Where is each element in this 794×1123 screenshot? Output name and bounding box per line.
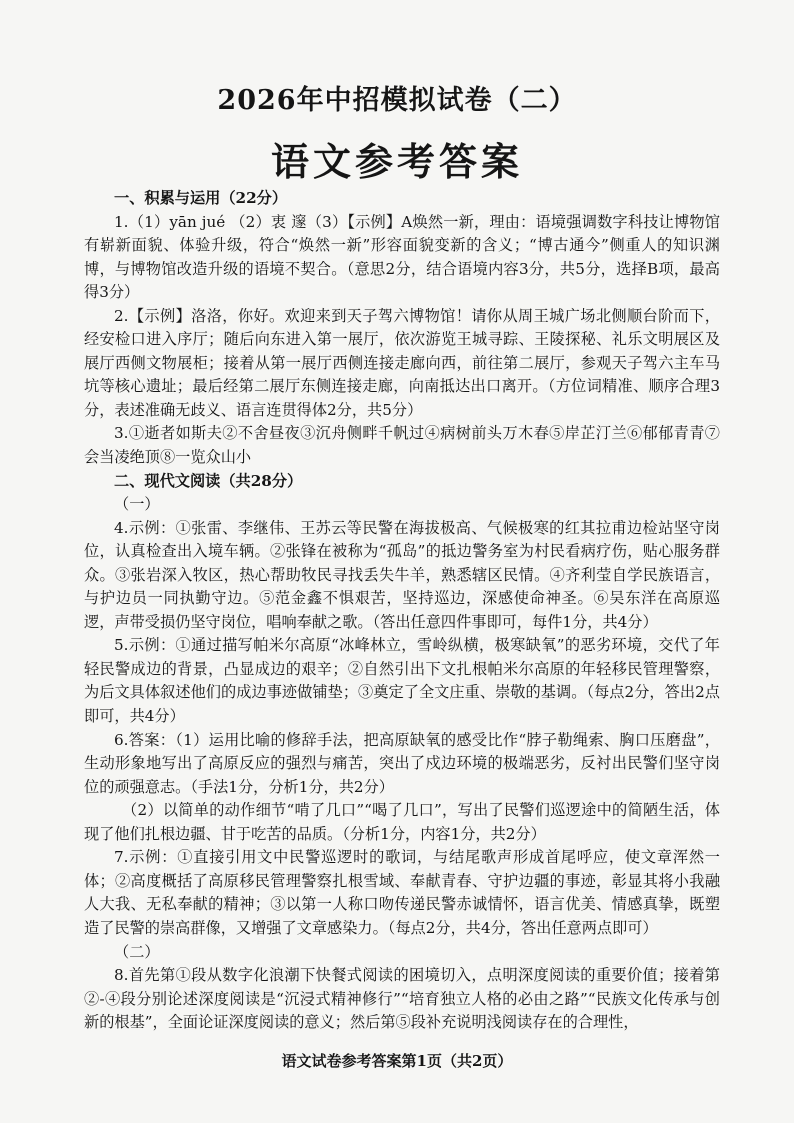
answer-item: 8.首先第①段从数字化浪潮下快餐式阅读的困境切入，点明深度阅读的重要价值；接着第②-④段分别论述深度阅读是“沉浸式精神修行”“培育独立人格的必由之路”“民族文化传承与创新的根基”，全面论证深度阅读的意义；然后第⑤段补充说明浅阅读存在的合理性， [84,966,720,1032]
answer-item: 1.（1）yān jué （2）衷 邃（3）【示例】A焕然一新，理由：语境强调数字科技让博物馆有崭新面貌、体验升级，符合“焕然一新”形容面貌变新的含义；“博古通今”侧重人的知识渊博，与博物馆改造升级的语境不契合。（意思2分，结合语境内容3分，共5分，选择B项，最高得3分） [84,212,720,302]
answer-item: 2.【示例】洛洛，你好。欢迎来到天子驾六博物馆！请你从周王城广场北侧顺台阶而下，经安检口进入序厅；随后向东进入第一展厅，依次游览王城寻踪、王陵探秘、礼乐文明展区及展厅西侧文物展柜；接着从第一展厅西侧连接走廊向西，前往第二展厅，参观天子驾六主车马坑等核心遗址；最后经第二展厅东侧连接走廊，向南抵达出口离开。（方位词精准、顺序合理3分，表述准确无歧义、语言连贯得体2分，共5分） [84,306,720,419]
answer-item: 3.①逝者如斯夫②不舍昼夜③沉舟侧畔千帆过④病树前头万木春⑤岸芷汀兰⑥郁郁青青⑦会当凌绝顶⑧一览众山小 [84,424,720,467]
section-heading: 二、现代文阅读（共28分） [114,471,303,490]
exam-title: 2026年中招模拟试卷（二） [217,85,577,116]
answer-item: 6.答案：（1）运用比喻的修辞手法，把高原缺氧的感受比作“脖子勒绳索、胸口压磨盘”，生动形象地写出了高原反应的强烈与痛苦，突出了戍边环境的极端恶劣，反衬出民警们坚守岗位的顽强意志。（手法1分，分析1分，共2分） [84,730,720,796]
answer-item: （2）以简单的动作细节“啃了几口”“喝了几口”，写出了民警们巡逻途中的简陋生活，体现了他们扎根边疆、甘于吃苦的品质。（分析1分，内容1分，共2分） [84,801,720,843]
subsection-heading: （一） [114,495,160,514]
answer-content [84,187,720,1035]
section-heading: 一、积累与运用（22分） [114,189,288,207]
answer-item: 7.示例：①直接引用文中民警巡逻时的歌词，与结尾歌声形成首尾呼应，使文章浑然一体；②高度概括了高原移民管理警察扎根雪域、奉献青春、守护边疆的事迹，彰显其将小我融人大我、无私奉献的精神；③以第一人称口吻传递民警赤诚情怀，语言优美、情感真挚，既塑造了民警的崇高群像，又增强了文章感染力。（每点2分，共4分，答出任意两点即可） [84,848,720,937]
answer-item: 4.示例：①张雷、李继伟、王苏云等民警在海拔极高、气候极寒的红其拉甫边检站坚守岗位，认真检查出入境车辆。②张锋在被称为“孤岛”的抵边警务室为村民看病疗伤，贴心服务群众。③张岩深入牧区，热心帮助牧民寻找丢失牛羊，熟悉辖区民情。④齐利莹自学民族语言，与护边员一同执勤守边。⑤范金鑫不惧艰苦，坚持巡边，深感使命神圣。⑥吴东洋在高原巡逻，声带受损仍坚守岗位，唱响奉献之歌。（答出任意四件事即可，每件1分，共4分） [84,518,720,631]
answer-item: 5.示例：①通过描写帕米尔高原“冰峰林立，雪岭纵横，极寒缺氧”的恶劣环境，交代了年轻民警成边的背景，凸显成边的艰辛；②自然引出下文扎根帕米尔高原的年轻移民管理警察，为后文具体叙述他们的成边事迹做铺垫；③奠定了全文庄重、崇敬的基调。（每点2分，答出2点即可，共4分） [84,636,720,726]
answer-title: 语文参考答案 [270,139,523,184]
subsection-heading: （二） [114,942,160,961]
page-footer: 语文试卷参考答案第1页（共2页） [281,1052,513,1070]
